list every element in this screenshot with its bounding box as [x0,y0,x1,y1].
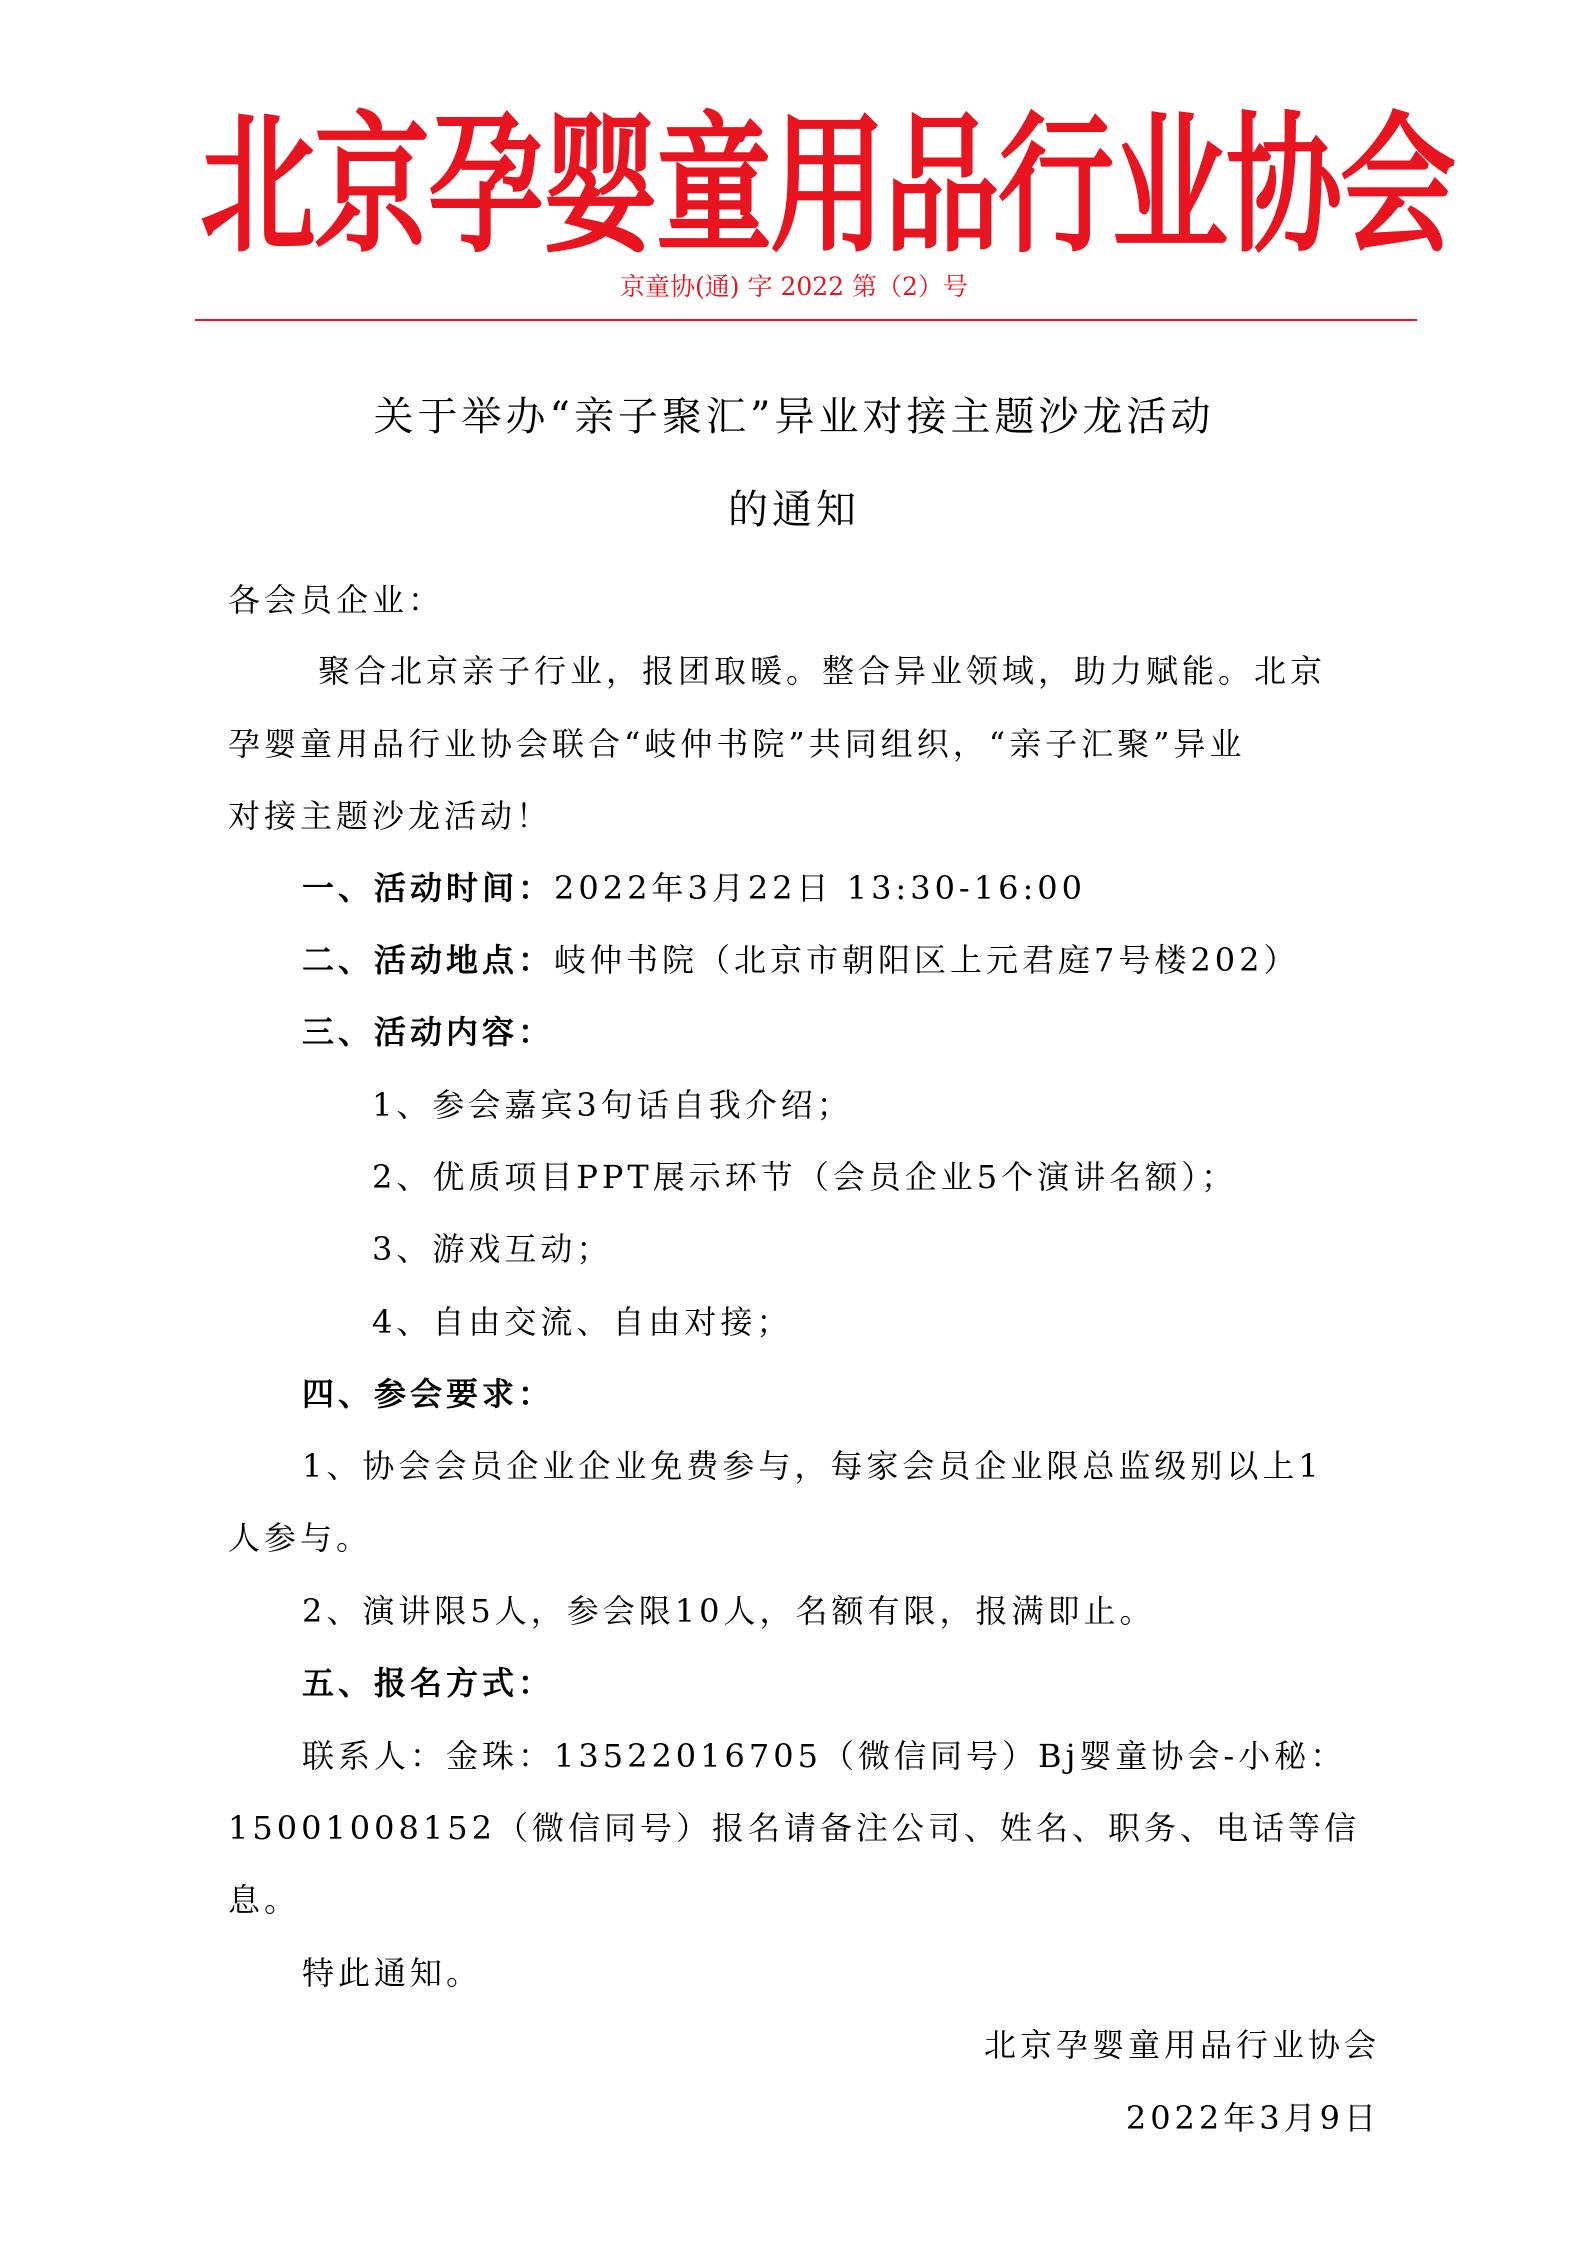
signature-date: 2022年3月9日 [1125,2099,1380,2137]
signup-contact-line-1: 联系人：金珠：13522016705（微信同号）Bj婴童协会-小秘： [302,1737,1347,1775]
signup-contact-line-3: 息。 [228,1881,301,1919]
content-item-1: 1、参会嘉宾3句话自我介绍； [372,1086,853,1124]
section-requirements-label: 四、参会要求： [302,1375,555,1413]
intro-line-3: 对接主题沙龙活动！ [228,797,553,835]
requirement-2: 2、演讲限5人，参会限10人，名额有限，报满即止。 [302,1592,1156,1630]
intro-line-1: 聚合北京亲子行业，报团取暖。整合异业领域，助力赋能。北京 [318,652,1327,690]
section-time-value: 2022年3月22日 13:30-16:00 [554,869,1086,907]
intro-line-2: 孕婴童用品行业协会联合“岐仲书院”共同组织，“亲子汇聚”异业 [228,725,1246,763]
notice-title-line-2: 的通知 [728,487,860,533]
salutation: 各会员企业： [228,581,445,619]
section-place-label: 二、活动地点： [302,941,555,979]
content-item-2: 2、优质项目PPT展示环节（会员企业5个演讲名额）； [372,1158,1238,1196]
organization-letterhead: 北京孕婴童用品行业协会 [200,98,1454,275]
notice-title-line-1: 关于举办“亲子聚汇”异业对接主题沙龙活动 [373,394,1215,440]
requirement-1-line-1: 1、协会会员企业企业免费参与，每家会员企业限总监级别以上1 [302,1447,1323,1485]
closing-remark: 特此通知。 [302,1954,483,1992]
section-place [302,936,1299,984]
section-signup-label: 五、报名方式： [302,1664,555,1702]
content-item-3: 3、游戏互动； [372,1230,613,1268]
section-time [302,864,1086,912]
letterhead-divider [195,319,1417,321]
signature-organization: 北京孕婴童用品行业协会 [983,2026,1380,2064]
section-place-value: 岐仲书院（北京市朝阳区上元君庭7号楼202） [554,941,1300,979]
signup-contact-line-2: 15001008152（微信同号）报名请备注公司、姓名、职务、电话等信 [228,1809,1360,1847]
requirement-1-line-2: 人参与。 [228,1519,373,1557]
document-number: 京童协(通) 字 2022 第（2）号 [620,272,968,301]
content-item-4: 4、自由交流、自由对接； [372,1303,793,1341]
section-content-label: 三、活动内容： [302,1013,555,1051]
section-time-label: 一、活动时间： [302,869,555,907]
